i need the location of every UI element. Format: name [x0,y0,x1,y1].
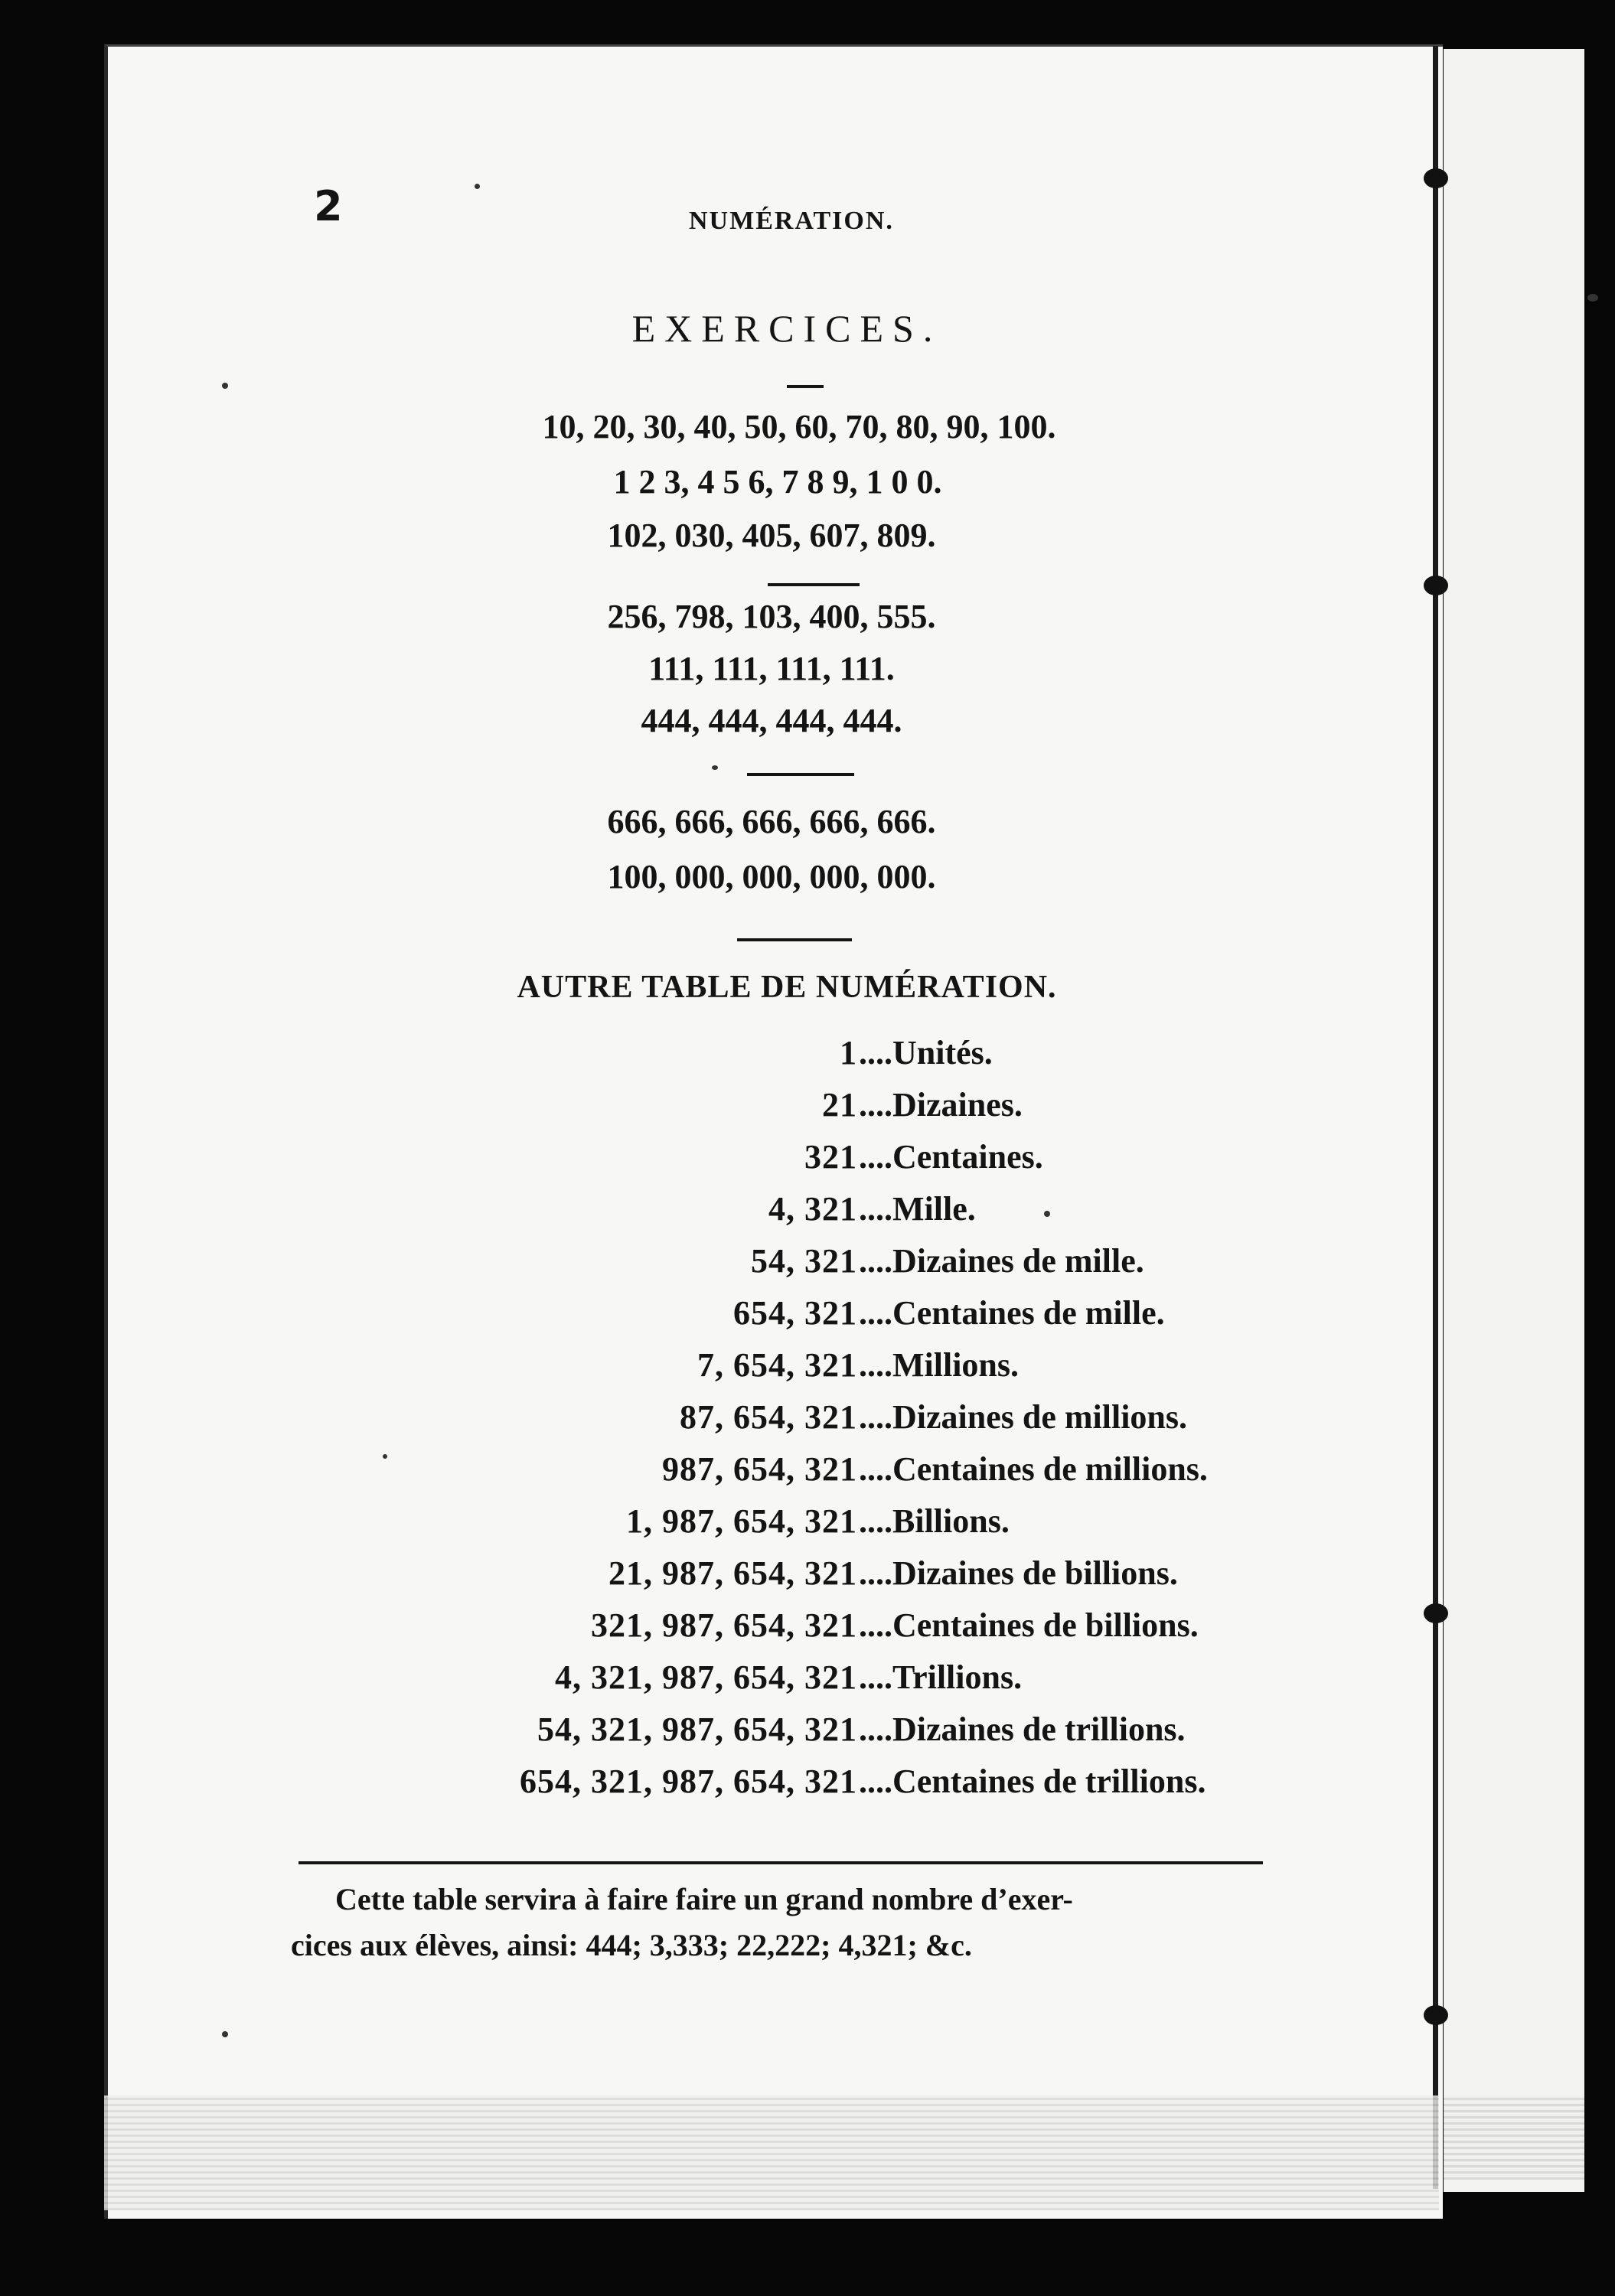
leader-dots: .... [859,1554,892,1592]
table-unit-name: Dizaines de mille. [892,1242,1144,1280]
scan-speck [383,1454,387,1459]
table-unit-name: Dizaines. [892,1086,1023,1124]
leader-dots: .... [859,1763,892,1800]
section-rule [768,583,860,586]
leader-dots: .... [859,1294,892,1332]
leader-dots: .... [859,1502,892,1540]
table-unit-name: Centaines de trillions. [892,1763,1206,1800]
table-number: 1 [840,1034,857,1071]
exercise-row: 100, 000, 000, 000, 000. [607,858,936,895]
leader-dots: .... [859,1190,892,1228]
leader-dots: .... [859,1138,892,1176]
table-unit-name: Millions. [892,1346,1020,1384]
binding-mark [1424,2005,1448,2025]
table-row [104,1397,1439,1443]
table-unit-name: Dizaines de millions. [892,1398,1188,1436]
table-number: 987, 654, 321 [662,1450,857,1488]
exercise-row: 666, 666, 666, 666, 666. [607,803,936,840]
table-row [104,1502,1439,1548]
exercise-row: 102, 030, 405, 607, 809. [607,517,936,554]
leader-dots: .... [859,1398,892,1436]
table-row [104,1137,1439,1183]
facing-page-edge [1444,49,1584,2192]
table-row [104,1033,1439,1079]
table-number: 1, 987, 654, 321 [626,1502,857,1540]
short-rule [787,385,824,388]
leader-dots: .... [859,1346,892,1384]
binding-mark [1424,168,1448,188]
scan-speck [222,2031,228,2037]
table-number: 4, 321 [768,1190,857,1228]
table-unit-name: Dizaines de billions. [892,1554,1178,1592]
scan-speck [712,765,718,770]
table-unit-name: Centaines. [892,1138,1043,1176]
table-unit-name: Billions. [892,1502,1010,1540]
table-unit-name: Unités. [892,1034,993,1071]
footnote-line: Cette table servira à faire faire un grand nombre d’exer- [335,1882,1073,1916]
table-number: 4, 321, 987, 654, 321 [555,1658,857,1696]
section-title-exercices: EXERCICES. [631,307,942,350]
table-unit-name: Mille. [892,1190,976,1228]
table-number: 54, 321, 987, 654, 321 [537,1711,857,1748]
section-rule [737,938,852,941]
table-unit-name: Dizaines de trillions. [892,1711,1186,1748]
table-number: 7, 654, 321 [697,1346,857,1384]
table-row [104,1085,1439,1131]
table-number: 654, 321 [733,1294,857,1332]
page-number: 2 [314,182,343,230]
leader-dots: .... [859,1711,892,1748]
exercise-row: 256, 798, 103, 400, 555. [607,598,936,635]
leader-dots: .... [859,1658,892,1696]
exercise-row: 1 2 3, 4 5 6, 7 8 9, 1 0 0. [613,463,942,501]
exercise-row: 444, 444, 444, 444. [641,702,902,739]
table-row [104,1606,1439,1652]
leader-dots: .... [859,1242,892,1280]
exercise-row: 111, 111, 111, 111. [648,650,895,687]
scan-artifact-band [104,2095,1439,2210]
section-rule [747,773,854,776]
running-head: NUMÉRATION. [689,207,894,235]
table-row [104,1345,1439,1391]
table-number: 321 [804,1138,857,1176]
scan-speck [1587,294,1598,302]
scan-speck [222,383,228,389]
table-number: 87, 654, 321 [680,1398,857,1436]
table-number: 21, 987, 654, 321 [608,1554,857,1592]
scan-speck [1044,1211,1050,1217]
table-row [104,1241,1439,1287]
table-row [104,1293,1439,1339]
leader-dots: .... [859,1086,892,1124]
table-number: 54, 321 [751,1242,857,1280]
table-number: 321, 987, 654, 321 [591,1606,857,1644]
table-row [104,1554,1439,1600]
footnote-rule [299,1861,1263,1864]
table-unit-name: Centaines de billions. [892,1606,1199,1644]
table-number: 654, 321, 987, 654, 321 [520,1763,857,1800]
leader-dots: .... [859,1450,892,1488]
table-row [104,1450,1439,1495]
section-title-table: AUTRE TABLE DE NUMÉRATION. [517,970,1057,1005]
table-row [104,1710,1439,1756]
scan-artifact-band-right [1444,2095,1584,2180]
exercise-row: 10, 20, 30, 40, 50, 60, 70, 80, 90, 100. [542,408,1056,445]
table-row [104,1189,1439,1235]
table-number: 21 [822,1086,857,1124]
footnote-line: cices aux élèves, ainsi: 444; 3,333; 22,222; 4,321; &c. [291,1928,972,1962]
table-row [104,1658,1439,1704]
leader-dots: .... [859,1034,892,1071]
table-unit-name: Centaines de millions. [892,1450,1208,1488]
binding-mark [1424,576,1448,595]
table-row [104,1762,1439,1808]
leader-dots: .... [859,1606,892,1644]
table-unit-name: Trillions. [892,1658,1023,1696]
scan-speck [475,184,480,189]
table-unit-name: Centaines de mille. [892,1294,1165,1332]
